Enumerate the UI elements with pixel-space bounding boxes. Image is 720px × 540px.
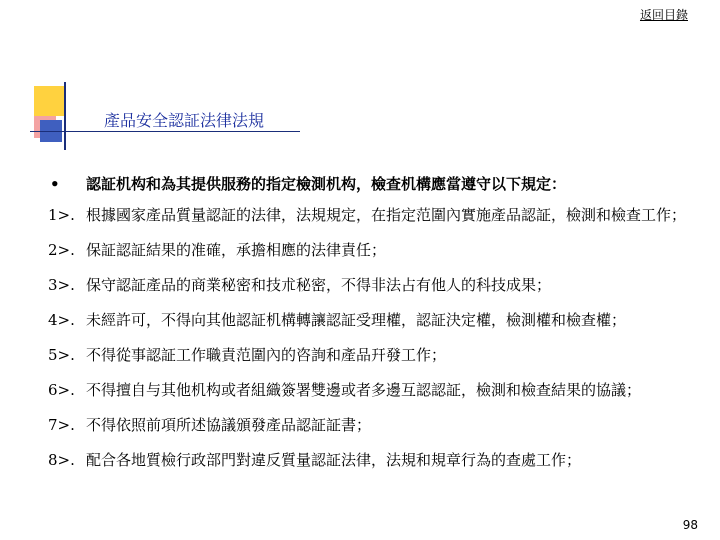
item-number: 6>. [48, 381, 75, 399]
back-to-contents-link[interactable]: 返回目錄 [639, 8, 688, 22]
item-number: 7>. [48, 416, 75, 434]
item-text: 保証認証結果的准確，承擔相應的法律責任； [86, 241, 387, 259]
decor-yellow-square [34, 86, 64, 116]
list-item [48, 309, 688, 332]
list-item [48, 204, 688, 227]
bullet-icon: • [50, 175, 60, 193]
item-text: 根據國家產品質量認証的法律，法規規定，在指定范圍內實施產品認証，檢測和檢查工作； [86, 206, 687, 224]
page-number: 98 [682, 518, 698, 532]
list-item [48, 449, 688, 472]
decor-horizontal-rule [30, 131, 300, 132]
item-number: 5>. [48, 346, 75, 364]
item-text: 配合各地質檢行政部門對違反質量認証法律，法規和規章行為的查處工作； [86, 451, 582, 469]
decor-vertical-rule [64, 82, 66, 150]
item-text: 保守認証產品的商業秘密和技朮秘密，不得非法占有他人的科技成果； [86, 276, 552, 294]
intro-paragraph [50, 173, 690, 194]
item-text: 未經許可，不得向其他認証机構轉讓認証受理權，認証決定權，檢測權和檢查權； [86, 311, 627, 329]
item-number: 2>. [48, 241, 75, 259]
item-number: 8>. [48, 451, 75, 469]
item-text: 不得依照前項所述協議頒發產品認証証書； [86, 416, 372, 434]
item-number: 1>. [48, 206, 75, 224]
regulation-list [48, 204, 688, 484]
list-item [48, 344, 688, 367]
item-number: 3>. [48, 276, 75, 294]
list-item [48, 239, 688, 262]
list-item [48, 414, 688, 437]
slide-title: 產品安全認証法律法規 [104, 111, 265, 130]
item-text: 不得擅自与其他机构或者組織簽署雙邊或者多邊互認認証，檢測和檢查結果的協議； [86, 381, 642, 399]
list-item [48, 379, 688, 402]
list-item [48, 274, 688, 297]
item-number: 4>. [48, 311, 75, 329]
item-text: 不得從事認証工作職責范圍內的咨詢和產品幵發工作； [86, 346, 447, 364]
intro-text: 認証机构和為其提供服務的指定檢測机构，檢查机構應當遵守以下規定： [86, 175, 567, 193]
